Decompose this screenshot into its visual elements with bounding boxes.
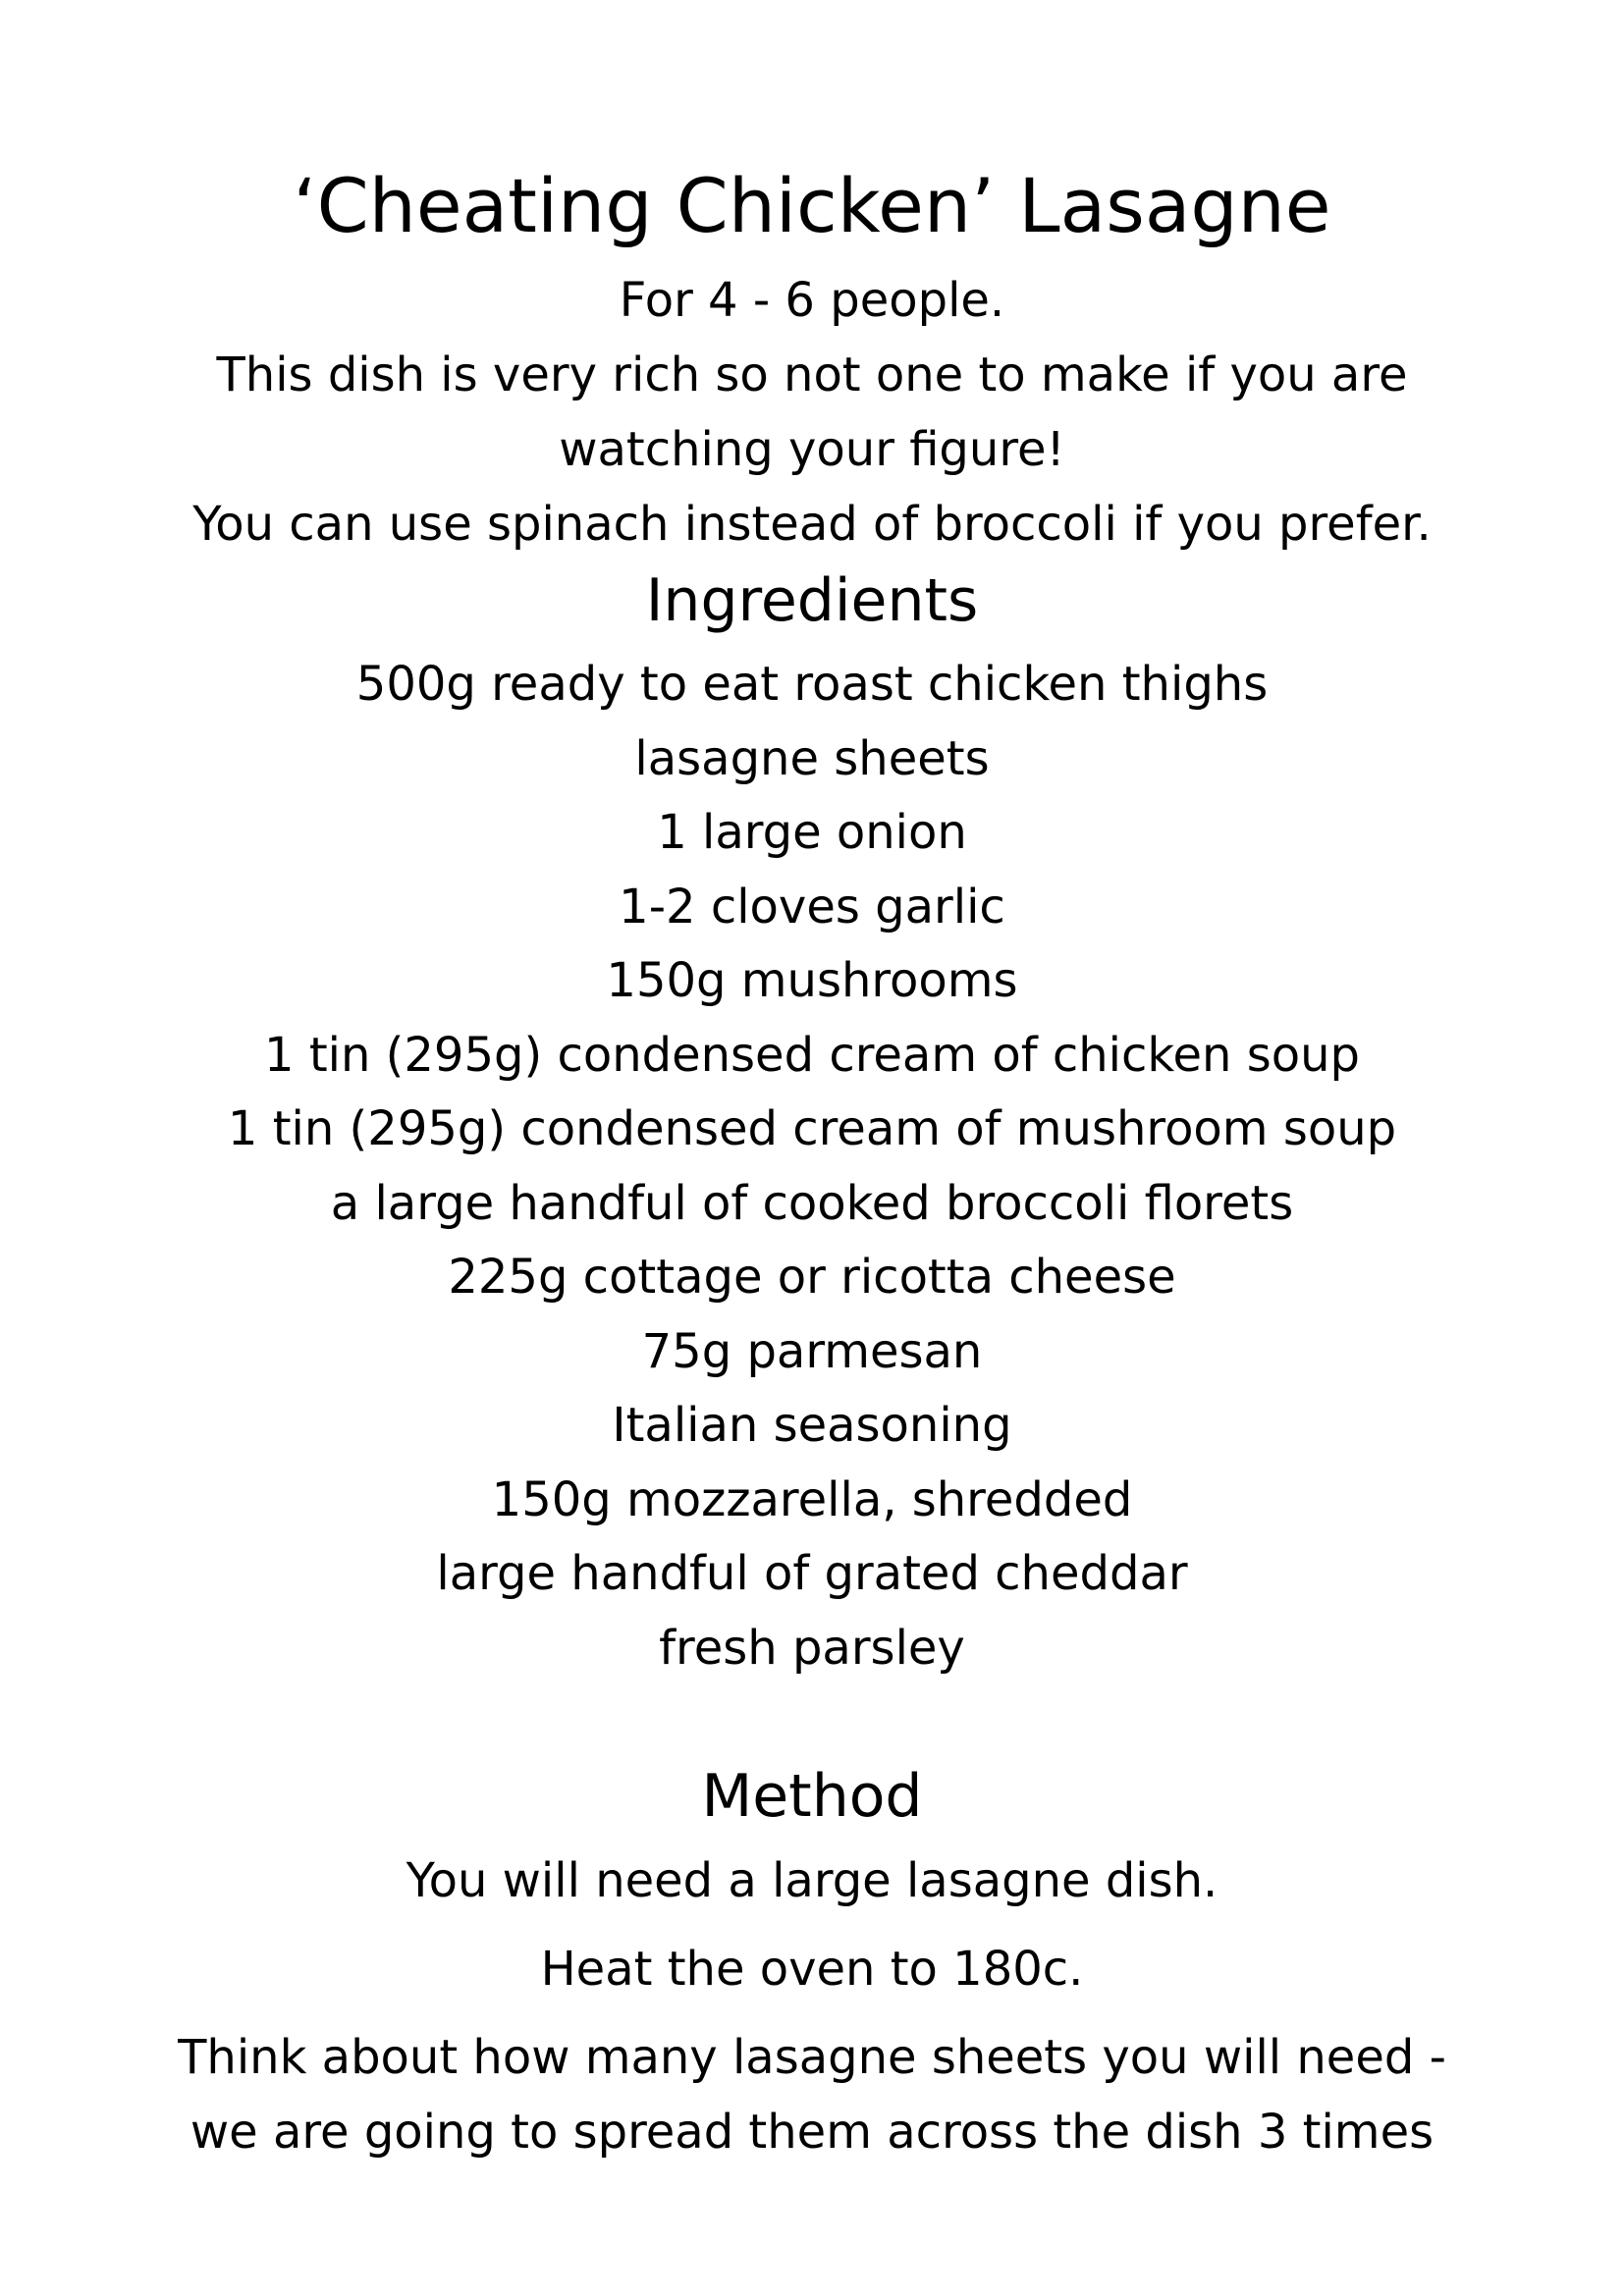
ingredient-item: 1 tin (295g) condensed cream of chicken soup (264, 1027, 1360, 1083)
method-heading: Method (701, 1762, 923, 1831)
ingredient-item: a large handful of cooked broccoli florets (330, 1175, 1294, 1231)
intro-note-line-3: You can use spinach instead of broccoli if you prefer. (192, 497, 1432, 552)
ingredient-item: large handful of grated cheddar (436, 1546, 1188, 1601)
ingredients-list (0, 648, 1624, 1685)
ingredient-item: 1 large onion (657, 805, 967, 860)
ingredient-item: fresh parsley (659, 1620, 965, 1676)
ingredient-item: Italian seasoning (612, 1398, 1012, 1453)
intro-note-line-1: This dish is very rich so not one to make if you are (216, 347, 1408, 402)
method-step: Heat the oven to 180c. (540, 1942, 1084, 1997)
serves-text: For 4 - 6 people. (619, 273, 1005, 328)
ingredient-item: lasagne sheets (634, 730, 990, 786)
method-steps (0, 1843, 1624, 2169)
recipe-intro (0, 263, 1624, 561)
ingredient-item: 1-2 cloves garlic (619, 879, 1005, 934)
recipe-title: ‘Cheating Chicken’ Lasagne (293, 162, 1331, 249)
method-step: Think about how many lasagne sheets you will need - (178, 2030, 1446, 2085)
method-step: we are going to spread them across the dish 3 times (189, 2105, 1435, 2160)
ingredient-item: 225g cottage or ricotta cheese (448, 1250, 1176, 1305)
method-step: You will need a large lasagne dish. (406, 1853, 1218, 1908)
ingredient-item: 150g mushrooms (606, 953, 1018, 1008)
intro-note-line-2: watching your figure! (559, 422, 1065, 477)
ingredients-heading: Ingredients (645, 566, 979, 635)
ingredient-item: 500g ready to eat roast chicken thighs (355, 657, 1269, 712)
ingredient-item: 150g mozzarella, shredded (491, 1471, 1133, 1527)
ingredient-item: 1 tin (295g) condensed cream of mushroom soup (227, 1101, 1397, 1156)
ingredient-item: 75g parmesan (641, 1323, 983, 1379)
